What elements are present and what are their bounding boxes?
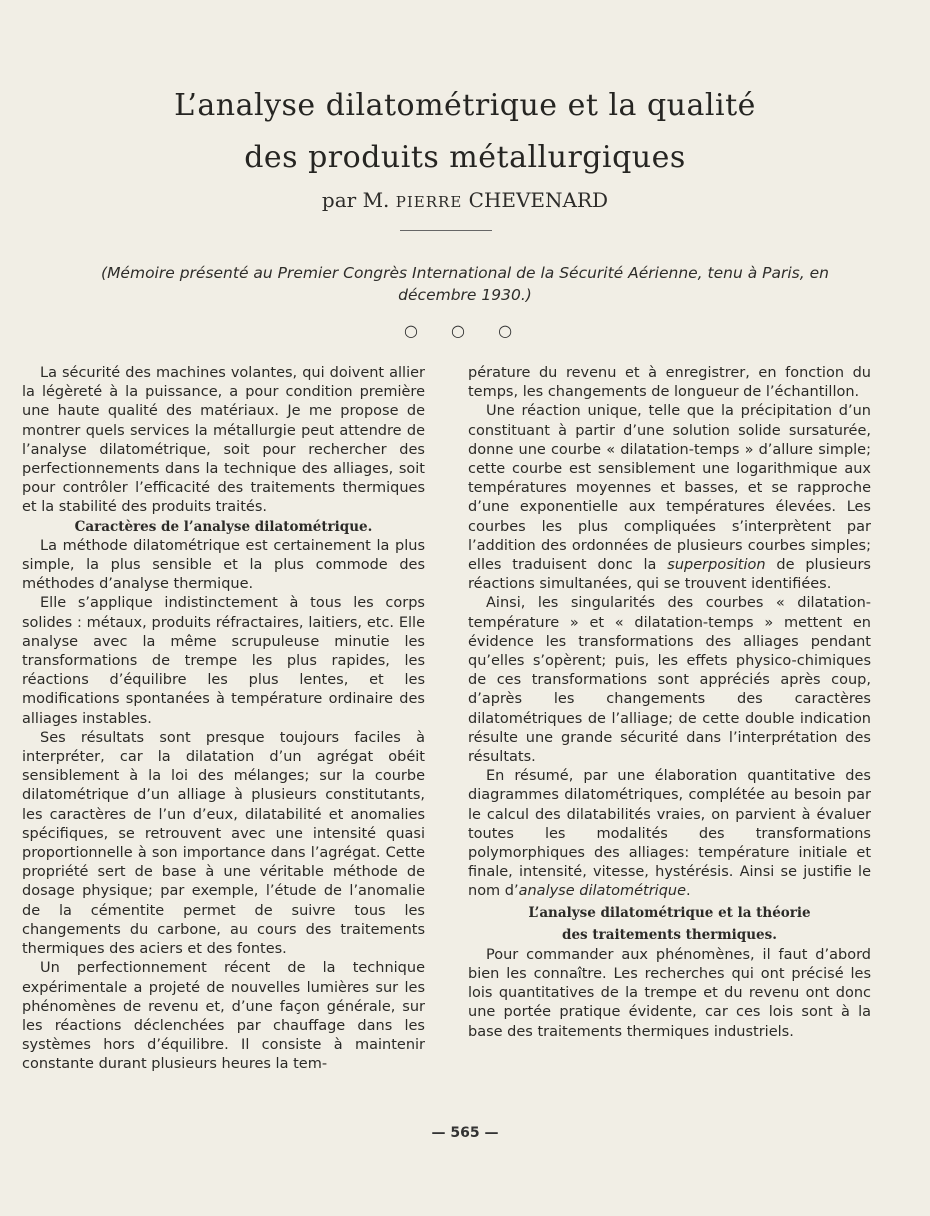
- right-column: [468, 364, 871, 1042]
- author-prefix: par M.: [321, 188, 396, 212]
- text-span: Une réaction unique, telle que la précipitation d’un constituant à partir d’une solution solide sursaturée, donne une courbe « dilatation-temps » d’allure simple; cette courbe est sensiblement une logarithmique aux températures moyennes et basses, et se rapproche d’une exponentielle aux températures élevées. Les courbes les plus compliquées s’interprètent par l’addition des ordonnées de plusieurs courbes simples; elles traduisent donc la: [468, 403, 871, 574]
- title-line-2: des produits métallurgiques: [244, 140, 686, 175]
- left-column: [22, 364, 425, 1075]
- intro-paragraph: La sécurité des machines volantes, qui doivent allier la légèreté à la puissance, a pour condition première une haute qualité des matériaux. Je me propose de montrer quels services la métallurgie peut attendre de l’analyse dilatométrique, soit pour rechercher des perfectionnements dans la technique des alliages, soit pour contrôler l’efficacité des traitements thermiques et la stabilité des produits traités.: [22, 365, 425, 516]
- text-span: En résumé, par une élaboration quantitative des diagrammes dilatométriques, complétée au besoin par le calcul des dilatabilités vraies, on parvient à évaluer toutes les modalités des transformations polymorphiques des alliages: température initiale et finale, intensité, vitesse, hystérésis. Ainsi se justifie le nom d’: [468, 768, 871, 900]
- paragraph-reaction-unique: [468, 402, 871, 594]
- paragraph-continuation: pérature du revenu et à enregistrer, en fonction du temps, les changements de longueur de l’échantillon.: [468, 365, 871, 401]
- emphasis-superposition: superposition: [667, 557, 766, 574]
- heading-line-1: L’analyse dilatométrique et la théorie: [528, 904, 811, 921]
- text-span: de plusieurs réactions simultanées, qui se trouvent identifiées.: [468, 557, 871, 593]
- heading-line-2: des traitements thermiques.: [562, 926, 777, 943]
- paragraph-singularites: Ainsi, les singularités des courbes « dilatation-température » et « dilatation-temps » mettent en évidence les transformations des alliages pendant qu’elles s’opèrent; puis, les effets physico-chimiques de ces transformations sont appréciés après coup, d’après les changements des caractères dilatométriques de l’alliage; de cette double indication résulte une grande sécurité dans l’interprétation des résultats.: [468, 595, 871, 766]
- paragraph-commander: Pour commander aux phénomènes, il faut d’abord bien les connaître. Les recherches qui ont précisé les lois quantitatives de la trempe et du revenu ont donc une portée pratique évidente, car ces lois sont à la base des traitements thermiques industriels.: [468, 946, 871, 1040]
- paragraph-applique: Elle s’applique indistinctement à tous les corps solides : métaux, produits réfractaires, laitiers, etc. Elle analyse avec la même scrupuleuse minutie les transformations de trempe les plus rapides, les réactions d’équilibre les plus lentes, et les modifications spontanées à température ordinaire des alliages instables.: [22, 595, 425, 727]
- author-first-name: PIERRE: [395, 193, 463, 211]
- text-span: .: [686, 883, 691, 900]
- section-heading-theorie: [468, 902, 871, 946]
- title-rule: [400, 230, 492, 231]
- section-heading-caracteres: Caractères de l’analyse dilatométrique.: [74, 518, 373, 535]
- separator-circles: ○ ○ ○: [403, 321, 527, 340]
- title-line-1: L’analyse dilatométrique et la qualité: [174, 88, 756, 123]
- author-last-name: CHEVENARD: [468, 188, 609, 212]
- paragraph-methode: La méthode dilatométrique est certainement la plus simple, la plus sensible et la plus commode des méthodes d’analyse thermique.: [22, 537, 425, 593]
- author-line: [0, 188, 930, 212]
- emphasis-analyse: analyse dilatométrique: [518, 883, 687, 900]
- memoire-note: (Mémoire présenté au Premier Congrès International de la Sécurité Aérienne, tenu à Paris, en décembre 1930.): [101, 264, 829, 304]
- paragraph-resume: [468, 767, 871, 901]
- paragraph-perfectionnement: Un perfectionnement récent de la technique expérimentale a projeté de nouvelles lumières sur les phénomènes de revenu et, d’une façon générale, sur les réactions déclenchées par chauffage dans les systèmes hors d’équilibre. Il consiste à maintenir constante durant plusieurs heures la tem-: [22, 960, 425, 1073]
- page-number: — 565 —: [431, 1125, 499, 1141]
- paragraph-resultats: Ses résultats sont presque toujours faciles à interpréter, car la dilatation d’un agrégat obéit sensiblement à la loi des mélanges; sur la courbe dilatométrique d’un alliage à plusieurs constitutants, les caractères de l’un d’eux, dilatabilité et anomalies spécifiques, se retrouvent avec une intensité quasi proportionnelle à son importance dans l’agrégat. Cette propriété sert de base à une véritable méthode de dosage physique; par exemple, l’étude de l’anomalie de la cémentite permet de suivre tous les changements du carbone, au cours des traitements thermiques des aciers et des fontes.: [22, 729, 425, 958]
